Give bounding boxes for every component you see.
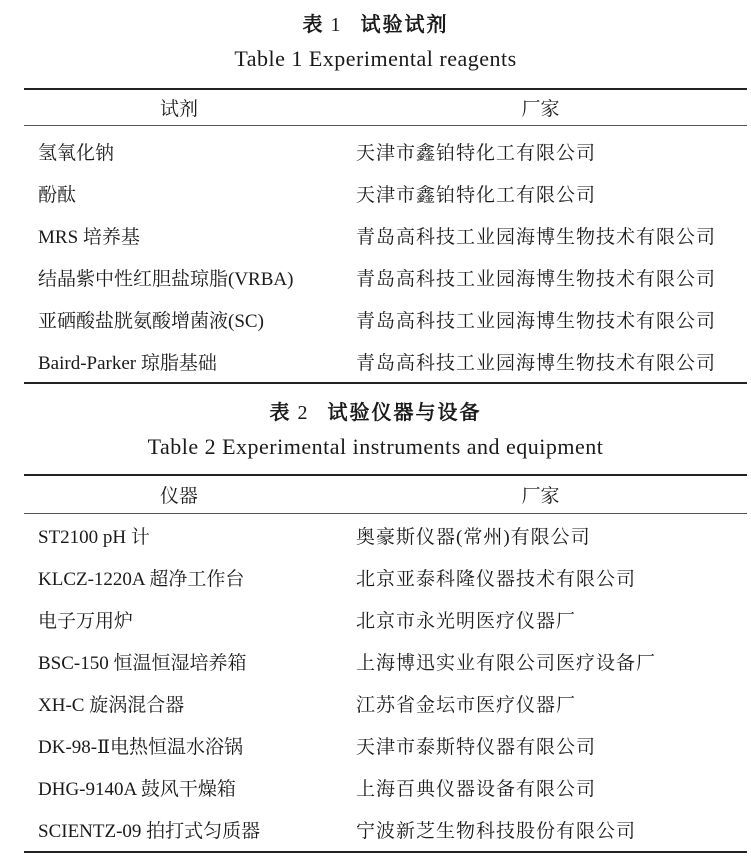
table2-row-maker: 北京亚泰科隆仪器技术有限公司 xyxy=(356,569,637,590)
table1-row-name: 亚硒酸盐胱氨酸增菌液(SC) xyxy=(38,311,264,332)
table2-row-name: DHG-9140A 鼓风干燥箱 xyxy=(38,779,236,800)
table1-title-text: 试验试剂 xyxy=(360,12,449,36)
table2-row-name: XH-C 旋涡混合器 xyxy=(38,695,185,716)
table2-row-name: 电子万用炉 xyxy=(38,611,134,632)
table1-row-maker: 青岛高科技工业园海博生物技术有限公司 xyxy=(356,353,717,374)
table2-header-rule xyxy=(24,513,747,514)
table1-title-prefix: 表 xyxy=(302,12,325,36)
table2-row-name: BSC-150 恒温恒湿培养箱 xyxy=(38,653,247,674)
table2-bottom-rule xyxy=(24,851,747,853)
table2-row-maker: 江苏省金坛市医疗仪器厂 xyxy=(356,695,577,716)
table1-row-maker: 青岛高科技工业园海博生物技术有限公司 xyxy=(356,311,717,332)
table2-header-instrument: 仪器 xyxy=(159,486,198,507)
table1-bottom-rule xyxy=(24,382,747,384)
table2-top-rule xyxy=(24,474,747,476)
table2-row-maker: 宁波新芝生物科技股份有限公司 xyxy=(356,821,637,842)
table1-header-rule xyxy=(24,125,747,126)
table1-header-maker: 厂家 xyxy=(521,99,560,120)
table2-title-prefix: 表 xyxy=(269,400,292,424)
table2-row-name: SCIENTZ-09 拍打式匀质器 xyxy=(38,821,261,842)
table1-title-number: 1 xyxy=(330,14,343,36)
table1-row-maker: 青岛高科技工业园海博生物技术有限公司 xyxy=(356,227,717,248)
table1-row-name: 酚酞 xyxy=(38,185,77,206)
table2-title-text: 试验仪器与设备 xyxy=(327,400,482,424)
table2-row-maker: 北京市永光明医疗仪器厂 xyxy=(356,611,577,632)
table1-row-name: 氢氧化钠 xyxy=(38,143,115,164)
table1-row-maker: 青岛高科技工业园海博生物技术有限公司 xyxy=(356,269,717,290)
table2-row-maker: 上海百典仪器设备有限公司 xyxy=(356,779,597,800)
table1-row-maker: 天津市鑫铂特化工有限公司 xyxy=(356,143,597,164)
table2-title-number: 2 xyxy=(297,402,310,424)
table2-title-en: Table 2 Experimental instruments and equipment xyxy=(147,434,604,459)
table2-title-cn xyxy=(0,396,751,425)
table2-row-maker: 奥豪斯仪器(常州)有限公司 xyxy=(356,527,591,548)
table1-header-reagent: 试剂 xyxy=(159,99,198,120)
table2-row-name: ST2100 pH 计 xyxy=(38,527,150,548)
table2-row-name: KLCZ-1220A 超净工作台 xyxy=(38,569,245,590)
table1-row-name: 结晶紫中性红胆盐琼脂(VRBA) xyxy=(38,269,294,290)
table1-row-maker: 天津市鑫铂特化工有限公司 xyxy=(356,185,597,206)
table2-header-maker: 厂家 xyxy=(521,486,560,507)
table1-row-name: Baird-Parker 琼脂基础 xyxy=(38,353,217,374)
table1-title-en: Table 1 Experimental reagents xyxy=(234,46,517,71)
table1-title-cn xyxy=(0,8,751,37)
table2-row-name: DK-98-Ⅱ电热恒温水浴锅 xyxy=(38,737,244,758)
table1-row-name: MRS 培养基 xyxy=(38,227,140,248)
table2-row-maker: 上海博迅实业有限公司医疗设备厂 xyxy=(356,653,657,674)
table2-row-maker: 天津市泰斯特仪器有限公司 xyxy=(356,737,597,758)
table1-top-rule xyxy=(24,88,747,90)
